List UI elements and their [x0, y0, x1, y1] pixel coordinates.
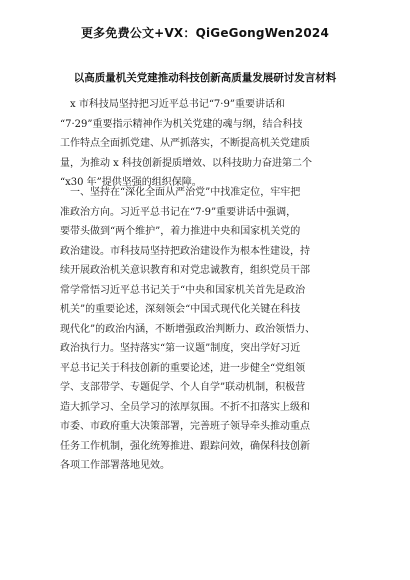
paragraph-line: 任务工作机制，强化统筹推进、跟踪问效，确保科技创新: [60, 440, 310, 452]
document-title: 以高质量机关党建推动科技创新高质量发展研讨发言材料: [73, 72, 337, 84]
paragraph-line: x 市科技局坚持把习近平总书记“7·9”重要讲话和: [60, 99, 285, 110]
paragraph-line: “7·29”重要指示精神作为机关党建的魂与纲，结合科技: [60, 118, 303, 130]
paragraph-line: 政治建设。市科技局坚持把政治建设作为根本性建设，持: [60, 245, 310, 257]
paragraph-line: 工作特点全面抓党建、从严抓落实，不断提高机关党建质: [60, 138, 310, 149]
paragraph-line: 政治执行力。坚持落实“第一议题”制度，突出学好习近: [60, 343, 301, 354]
header-note: 更多免费公文+VX：QiGeGongWen2024: [80, 26, 329, 40]
paragraph-line: “x30 年”提供坚强的组织保障。: [60, 177, 202, 188]
paragraph-intro: [60, 95, 360, 193]
paragraph-line: 量，为推动 x 科技创新提质增效、以科技助力奋进第二个: [60, 157, 312, 169]
paragraph-line: 各项工作部署落地见效。: [60, 460, 170, 471]
paragraph-line: 一、坚持在“深化全面从严治党”中找准定位，牢牢把: [60, 187, 301, 198]
paragraph-line: 要带头做到“两个维护”，着力推进中央和国家机关党的: [60, 226, 301, 237]
paragraph-line: 平总书记关于科技创新的重要论述，进一步健全“党组领: [60, 362, 306, 374]
paragraph-section-one: [60, 183, 360, 476]
paragraph-line: 市委、市政府重大决策部署，完善班子领导牵头推动重点: [60, 421, 310, 432]
paragraph-line: 现代化”的政治内涵，不断增强政治判断力、政治领悟力、: [60, 323, 316, 335]
paragraph-line: 机关”的重要论述，深刻领会“中国式现代化关键在科技: [60, 304, 301, 315]
paragraph-line: 造大抓学习、全员学习的浓厚氛围。不折不扣落实上级和: [60, 401, 310, 413]
paragraph-line: 续开展政治机关意识教育和对党忠诚教育，组织党员干部: [60, 265, 310, 276]
paragraph-line: 学、支部带学、专题促学、个人自学”联动机制，积极营: [60, 382, 306, 393]
paragraph-line: 常学常悟习近平总书记关于“中央和国家机关首先是政治: [60, 284, 306, 296]
paragraph-line: 准政治方向。习近平总书记在“7·9”重要讲话中强调，: [60, 206, 297, 218]
